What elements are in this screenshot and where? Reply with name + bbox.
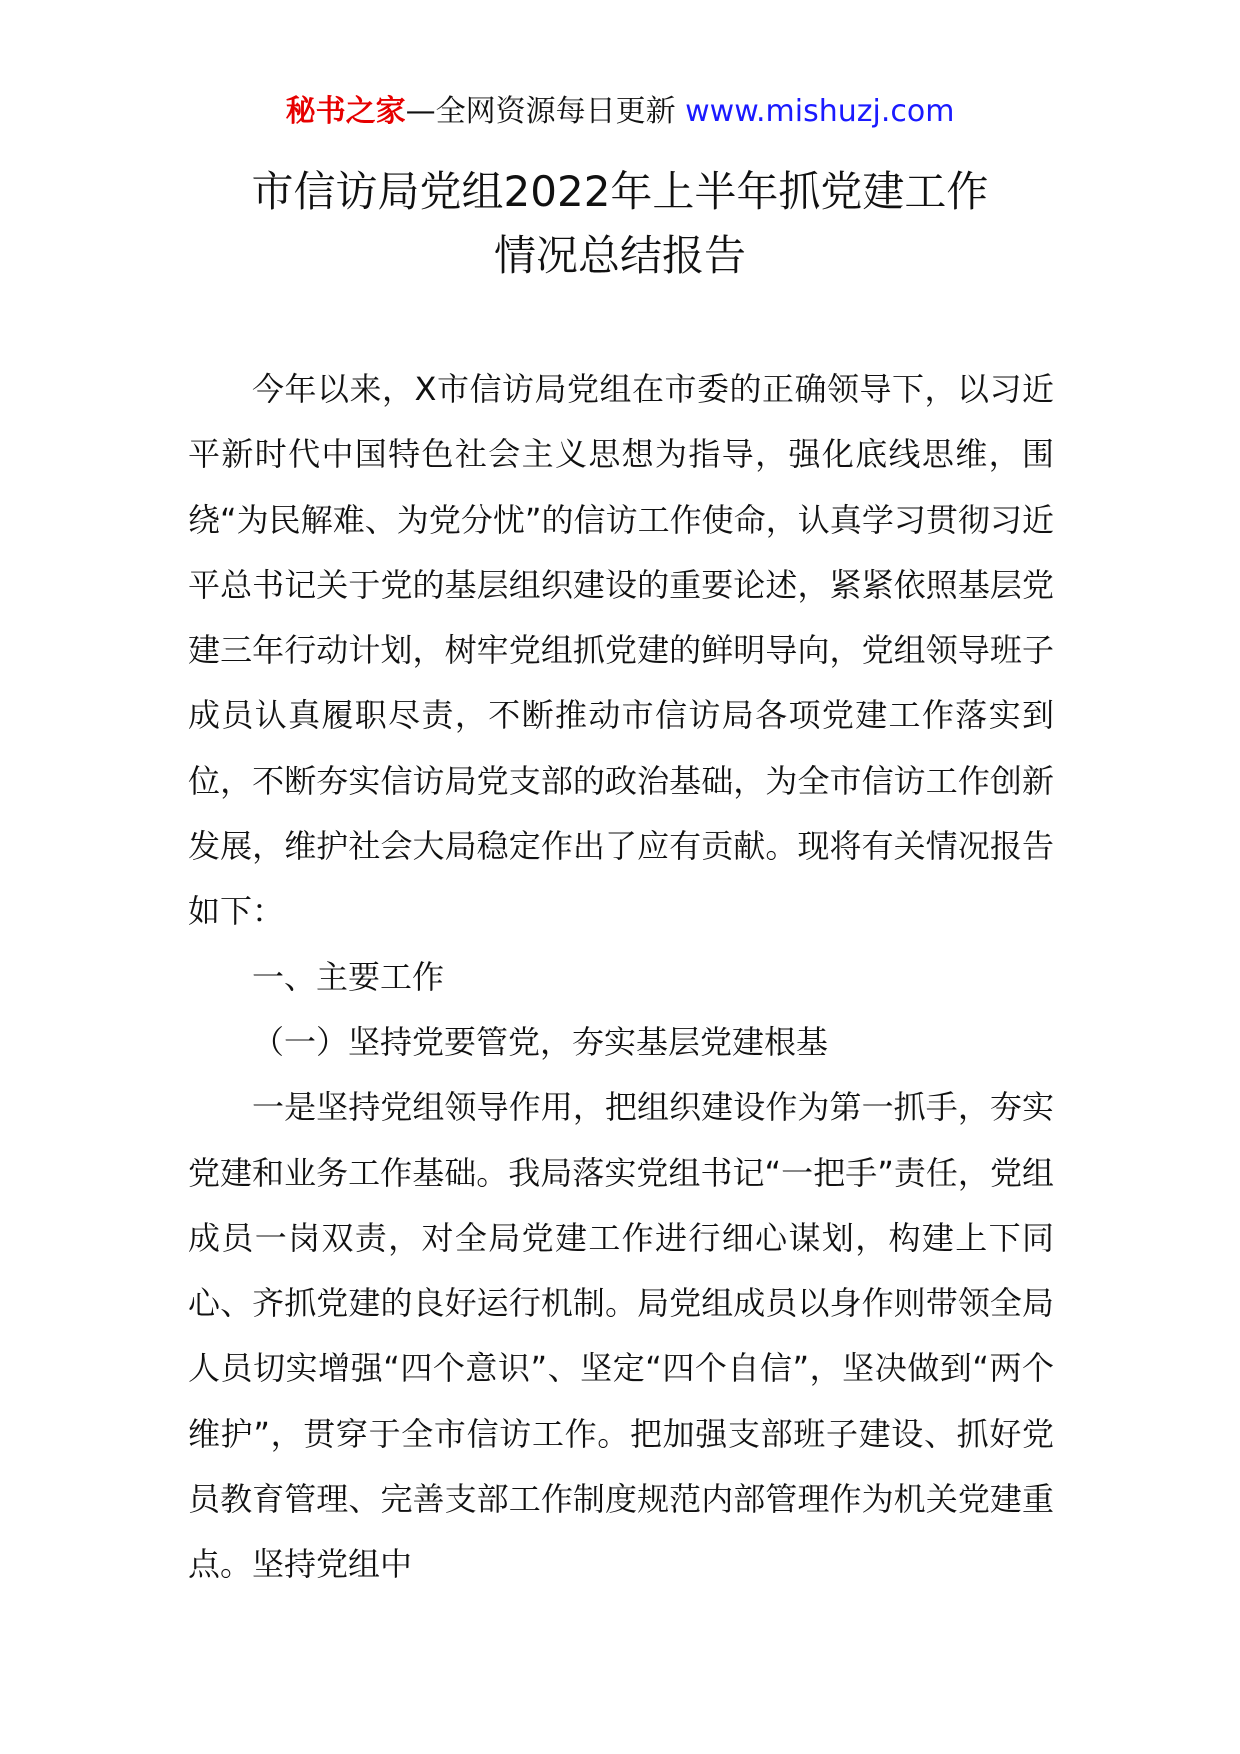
brand-name: 秘书之家: [285, 94, 406, 129]
subsection-heading-1: （一）坚持党要管党，夯实基层党建根基: [252, 1022, 829, 1061]
site-header-banner: [0, 92, 1240, 132]
document-body: [188, 357, 1054, 1598]
section-heading-1: 一、主要工作: [252, 957, 445, 996]
header-tagline: —全网资源每日更新: [405, 94, 676, 129]
document-title: [0, 160, 1240, 288]
title-line-1: 市信访局党组2022年上半年抓党建工作: [251, 167, 989, 216]
intro-paragraph: 今年以来，X市信访局党组在市委的正确领导下，以习近平新时代中国特色社会主义思想为指导，强化底线思维，围绕“为民解难、为党分忧”的信访工作使命，认真学习贯彻习近平总书记关于党的基层组织建设的重要论述，紧紧依照基层党建三年行动计划，树牢党组抓党建的鲜明导向，党组领导班子成员认真履职尽责，不断推动市信访局各项党建工作落实到位，不断夯实信访局党支部的政治基础，为全市信访工作创新发展，维护社会大局稳定作出了应有贡献。现将有关情况报告如下：: [188, 370, 1054, 931]
title-line-2: 情况总结报告: [493, 231, 746, 280]
website-url[interactable]: www.mishuzj.com: [685, 94, 955, 129]
body-paragraph-1: 一是坚持党组领导作用，把组织建设作为第一抓手，夯实党建和业务工作基础。我局落实党组书记“一把手”责任，党组成员一岗双责，对全局党建工作进行细心谋划，构建上下同心、齐抓党建的良好运行机制。局党组成员以身作则带领全局人员切实增强“四个意识”、坚定“四个自信”，坚决做到“两个维护”，贯穿于全市信访工作。把加强支部班子建设、抓好党员教育管理、完善支部工作制度规范内部管理作为机关党建重点。坚持党组中: [188, 1088, 1054, 1584]
